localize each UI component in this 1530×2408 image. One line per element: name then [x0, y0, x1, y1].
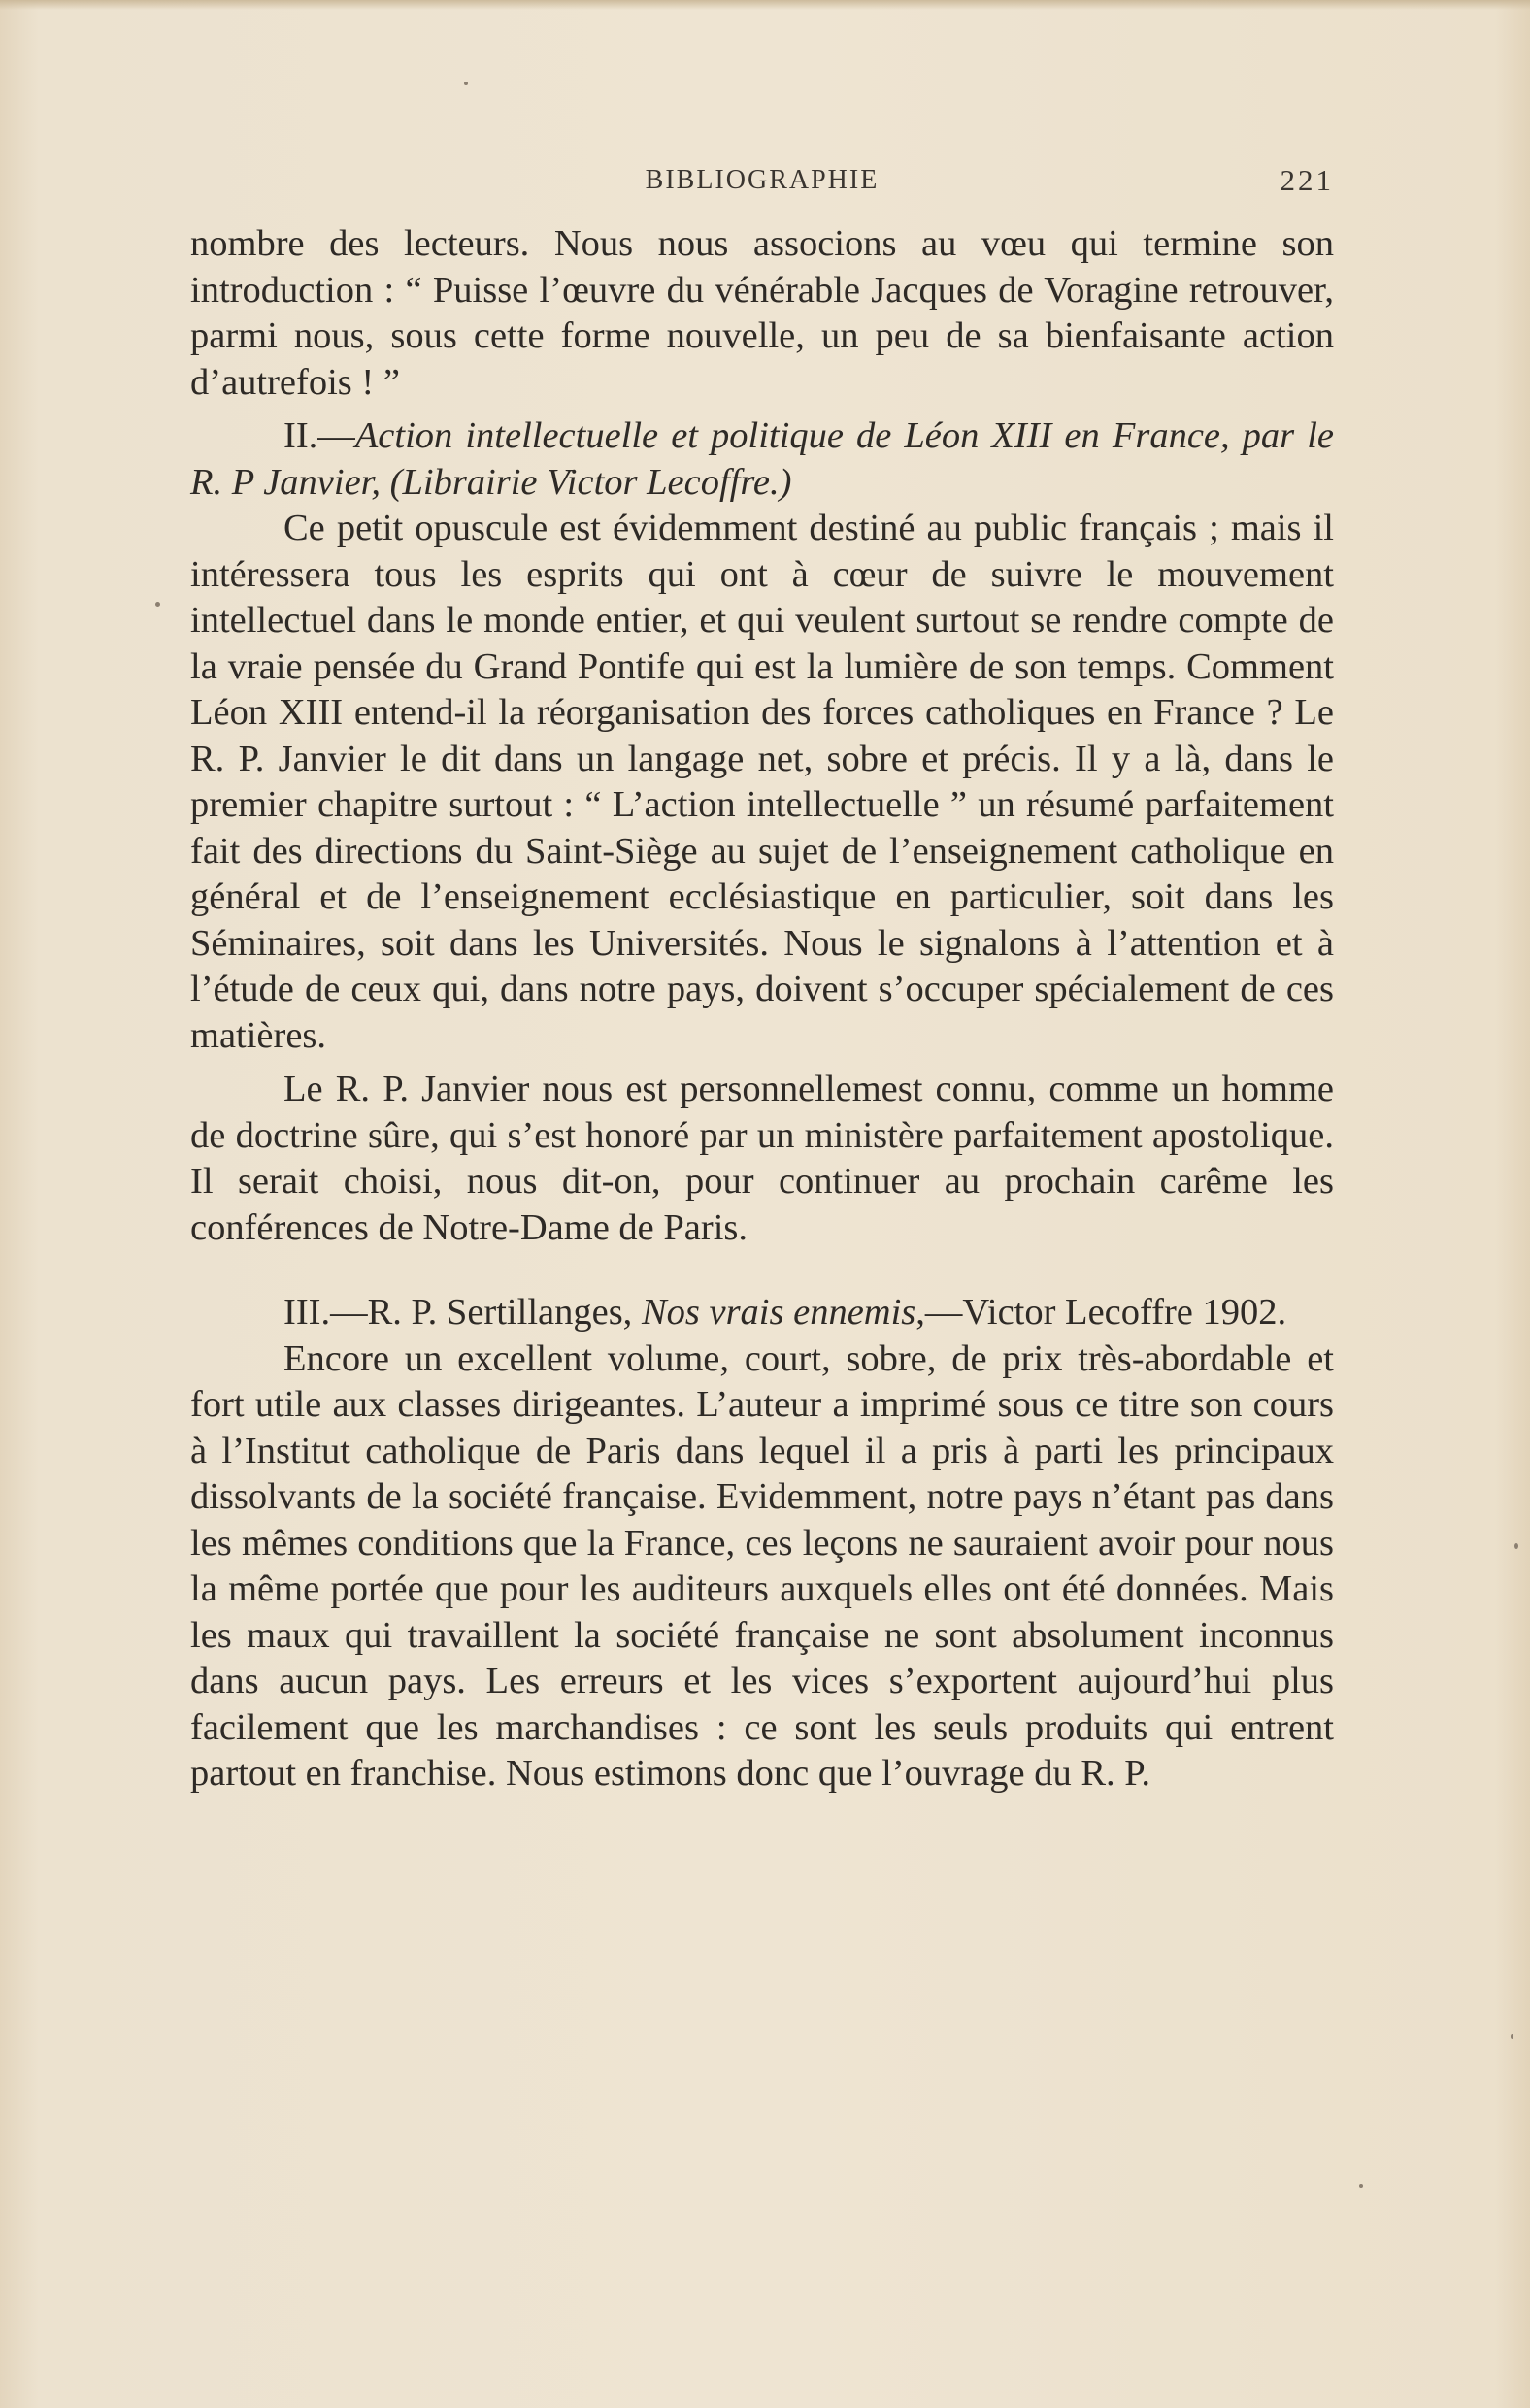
- review-number-2: II.—: [283, 415, 355, 456]
- paper-speck: [464, 82, 468, 85]
- paper-speck: [1514, 1543, 1518, 1549]
- running-title: BIBLIOGRAPHIE: [645, 165, 880, 195]
- review-lead-3: III.—R. P. Sertillanges,: [283, 1292, 642, 1333]
- review-publisher-3: ,—Victor Lecoffre 1902.: [915, 1292, 1287, 1333]
- review-paragraph-2: Ce petit opuscule est évidemment destiné au public français ; mais il intéressera tous les esprits qui ont à cœur de suivre le mouvement intellectuel dans le monde entier, et qui veulent surtout se rendre compte de la vraie pensée du Grand Pontife qui est la lumière de son temps. Comment Léon XIII entend-il la réorganisation des forces catholiques en France ? Le R. P. Janvier le dit dans un langage net, sobre et précis. Il y a là, dans le premier chapitre surtout : “ L’action intellectuelle ” un résumé parfaitement fait des directions du Saint-Siège au sujet de l’enseignement catholique en général et de l’enseignement ecclésiastique en particulier, soit dans les Séminaires, soit dans les Universités. Nous le signalons à l’attention et à l’étude de ceux qui, dans notre pays, doivent s’occuper spécialement de ces matières.: [190, 508, 1334, 1056]
- review-heading-3: [190, 1290, 1334, 1336]
- page-header: [190, 161, 1334, 200]
- body-text: [190, 221, 1334, 1798]
- paper-speck: [155, 602, 160, 607]
- paper-speck: [1511, 2034, 1513, 2039]
- review-title-2: Action intellectuelle et politique de Léon XIII en France, par le R. P Janvier, (Librairie Victor Lecoffre.): [190, 415, 1334, 503]
- review-heading-2: [190, 413, 1334, 506]
- page-number: 221: [1280, 163, 1334, 197]
- paragraph-continuation: nombre des lecteurs. Nous nous associons au vœu qui termine son introduction : “ Puisse l’œuvre du vénérable Jacques de Voragine retrouver, parmi nous, sous cette forme nouvelle, un peu de sa bienfaisante action d’autrefois ! ”: [190, 223, 1334, 403]
- review-title-3: Nos vrais ennemis: [641, 1292, 916, 1333]
- page-top-edge: [0, 0, 1530, 10]
- paper-speck: [1359, 2184, 1363, 2188]
- review-paragraph-2b: Le R. P. Janvier nous est personnellemest connu, comme un homme de doctrine sûre, qui s’est honoré par un ministère parfaitement apostolique. Il serait choisi, nous dit-on, pour continuer au prochain carême les conférences de Notre-Dame de Paris.: [190, 1069, 1334, 1248]
- review-paragraph-3: Encore un excellent volume, court, sobre, de prix très-abordable et fort utile aux classes dirigeantes. L’auteur a imprimé sous ce titre son cours à l’Institut catholique de Paris dans lequel il a pris à parti les principaux dissolvants de la société française. Evidemment, notre pays n’étant pas dans les mêmes conditions que la France, ces leçons ne sauraient avoir pour nous la même portée que pour les auditeurs auxquels elles ont été données. Mais les maux qui travaillent la société française ne sont absolument inconnus dans aucun pays. Les erreurs et les vices s’exportent aujourd’hui plus facilement que les marchandises : ce sont les seuls produits qui entrent partout en franchise. Nous estimons donc que l’ouvrage du R. P.: [190, 1337, 1334, 1794]
